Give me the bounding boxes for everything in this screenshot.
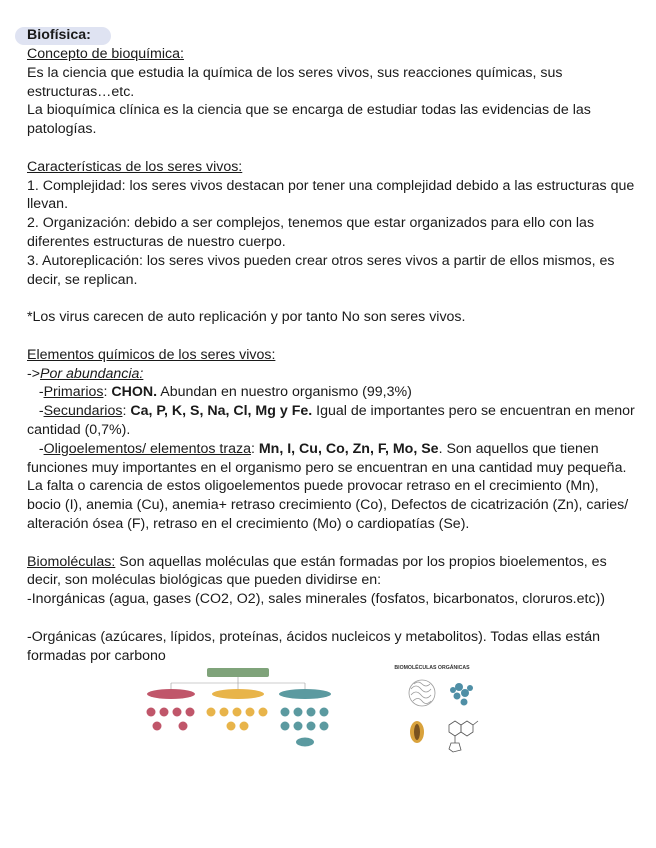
note-virus: *Los virus carecen de auto replicación y por tanto No son seres vivos. [27,309,466,326]
diagram-root-box [207,668,269,677]
list-item-autoreplicacion: 3. Autoreplicación: los seres vivos pueden crear otros seres vivos a partir de ellos mismos, es decir, se replican. [27,252,615,288]
heading-elementos: Elementos químicos de los seres vivos: [27,346,276,363]
item-inorganicas: -Inorgánicas (agua, gases (CO2, O2), sales minerales (fosfatos, bicarbonatos, cloruros.etc)) [27,591,605,608]
paragraph-concepto-2: La bioquímica clínica es la ciencia que se encarga de estudiar todas las evidencias de las patologías. [27,102,591,138]
figure-title: BIOMOLÉCULAS ORGÁNICAS [394,665,470,672]
diagram-oligoelementos-dots [281,708,329,747]
diagram-primarios-dots [147,708,195,731]
heading-concepto: Concepto de bioquímica: [27,46,184,62]
document-title: Biofísica: [27,27,91,43]
diagram-primarios-node [147,689,195,699]
list-item-complejidad: 1. Complejidad: los seres vivos destacan por tener una complejidad debido a las estructuras que llevan. [27,177,635,213]
list-item-organizacion: 2. Organización: debido a ser complejos, tenemos que estar organizados para ello con las diferentes estructuras de nuestro cuerpo. [27,215,595,250]
protein-icon [450,683,473,706]
title-row [27,26,636,45]
item-organicas: -Orgánicas (azúcares, lípidos, proteínas, ácidos nucleicos y metabolitos). Todas ellas están formadas por carbono [27,628,601,664]
figures-row [27,665,636,779]
lipid-icon [410,721,424,743]
diagram-secundarios-dots [207,708,268,731]
bioelements-diagram [145,665,335,757]
organic-biomolecules-figure [367,663,497,755]
subheading-abundancia: ->Por abundancia: [27,365,144,382]
paragraph-biomoleculas: Biomoléculas: Son aquellas moléculas que están formadas por los propios bioelementos, es decir, son moléculas biológicas que pueden dividirse en: [27,553,607,589]
item-primarios: -Primarios: CHON. Abundan en nuestro organismo (99,3%) [27,384,412,401]
nucleotide-icon [449,721,478,752]
diagram-secundarios-node [212,689,264,699]
item-secundarios: -Secundarios: Ca, P, K, S, Na, Cl, Mg y Fe. Igual de importantes pero se encuentran en menor cantidad (0,7%). [27,403,635,438]
heading-caracteristicas: Características de los seres vivos: [27,158,243,175]
paragraph-carencia: La falta o carencia de estos oligoelementos puede provocar retraso en el crecimiento (Mn), bocio (I), anemia (Cu), anemia+ retraso crecimiento (Co), Defectos de cicatrización (Zn), caries/ alteración ósea (F), retraso en el crecimiento (Mo) o cardiopatías (Se). [27,478,629,532]
paragraph-concepto-1: Es la ciencia que estudia la química de los seres vivos, sus reacciones químicas, sus estructuras…etc. [27,64,563,100]
polysaccharide-icon [409,680,435,706]
diagram-oligoelementos-node [279,689,331,699]
item-oligoelementos: -Oligoelementos/ elementos traza: Mn, I, Cu, Co, Zn, F, Mo, Se. Son aquellos que tienen funciones muy importantes en el organismo pero se encuentran en una cantidad muy pequeña. [27,440,627,476]
